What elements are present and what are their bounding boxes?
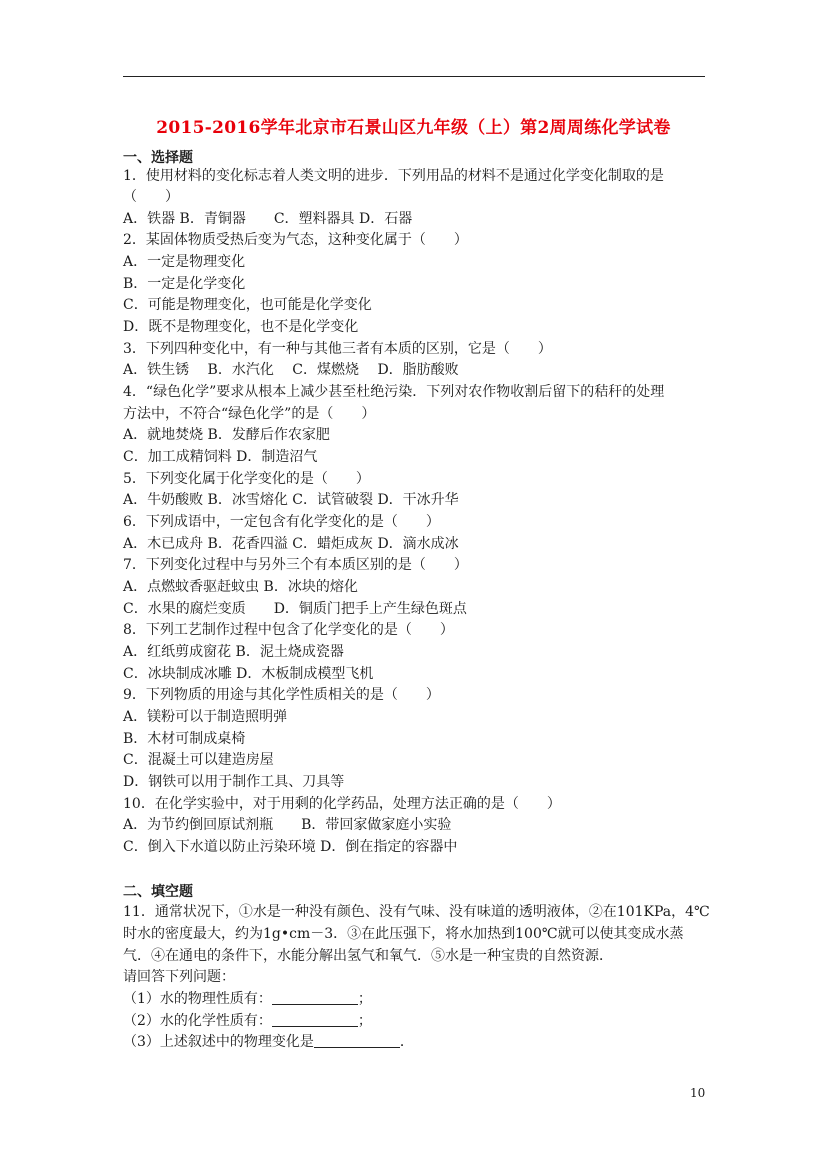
question-5-options: A．牛奶酸败 B．冰雪熔化 C．试管破裂 D．干冰升华 [123, 492, 459, 508]
question-1: 1．使用材料的变化标志着人类文明的进步．下列用品的材料不是通过化学变化制取的是 [123, 168, 664, 184]
question-11-part-1 [123, 989, 372, 1009]
question-4-options-cd: C．加工成精饲料 D．制造沼气 [123, 449, 318, 465]
answer-blank-2[interactable] [272, 1012, 358, 1027]
question-9-option-a: A．镁粉可以于制造照明弹 [123, 709, 288, 725]
question-9-option-c: C．混凝土可以建造房屋 [123, 752, 274, 768]
question-10-options-cd: C．倒入下水道以防止污染环境 D．倒在指定的容器中 [123, 839, 458, 855]
question-7: 7．下列变化过程中与另外三个有本质区别的是（ ） [123, 557, 468, 573]
question-2: 2．某固体物质受热后变为气态，这种变化属于（ ） [123, 232, 468, 248]
question-3: 3．下列四种变化中，有一种与其他三者有本质的区别，它是（ ） [123, 341, 552, 357]
question-8-options-cd: C．冰块制成冰雕 D．木板制成模型飞机 [123, 666, 374, 682]
question-9-option-d: D．钢铁可以用于制作工具、刀具等 [123, 774, 345, 790]
section-heading-choice: 一、选择题 [123, 150, 193, 166]
question-9: 9．下列物质的用途与其化学性质相关的是（ ） [123, 687, 440, 703]
section-heading-fill: 二、填空题 [123, 884, 193, 900]
page-title: 2015-2016学年北京市石景山区九年级（上）第2周周练化学试卷 [156, 118, 671, 138]
question-7-options-ab: A．点燃蚊香驱赶蚊虫 B．冰块的熔化 [123, 579, 358, 595]
question-1-cont: （ ） [123, 189, 179, 205]
question-11-part-2 [123, 1011, 372, 1031]
question-2-option-d: D．既不是物理变化，也不是化学变化 [123, 319, 359, 335]
question-4-options-ab: A．就地焚烧 B．发酵后作农家肥 [123, 427, 330, 443]
question-8-options-ab: A．红纸剪成窗花 B．泥土烧成瓷器 [123, 644, 344, 660]
question-8: 8．下列工艺制作过程中包含了化学变化的是（ ） [123, 622, 454, 638]
question-9-option-b: B．木材可制成桌椅 [123, 731, 246, 747]
question-6: 6．下列成语中，一定包含有化学变化的是（ ） [123, 514, 440, 530]
question-5: 5．下列变化属于化学变化的是（ ） [123, 471, 370, 487]
question-6-options: A．木已成舟 B．花香四溢 C．蜡炬成灰 D．滴水成冰 [123, 536, 459, 552]
question-11-part-3 [123, 1032, 414, 1052]
part-3-label: （3）上述叙述中的物理变化是 [123, 1034, 314, 1050]
question-10-options-ab: A．为节约倒回原试剂瓶 B．带回家做家庭小实验 [123, 817, 452, 833]
part-2-label: （2）水的化学性质有： [123, 1013, 272, 1029]
question-7-options-cd: C．水果的腐烂变质 D．铜质门把手上产生绿色斑点 [123, 601, 467, 617]
part-3-end: ． [399, 1034, 414, 1050]
question-1-options: A．铁器 B．青铜器 C．塑料器具 D．石器 [123, 211, 413, 227]
question-11: 11．通常状况下，①水是一种没有颜色、没有气味、没有味道的透明液体，②在101KPa，4℃ [123, 904, 710, 920]
question-2-option-b: B．一定是化学变化 [123, 276, 246, 292]
part-1-label: （1）水的物理性质有： [123, 991, 272, 1007]
question-11-cont-1: 时水的密度最大，约为1g•cm－3．③在此压强下，将水加热到100℃就可以使其变成水蒸 [123, 926, 684, 942]
answer-blank-1[interactable] [272, 990, 358, 1005]
question-11-prompt: 请回答下列问题： [123, 969, 235, 985]
question-3-options: A．铁生锈 B．水汽化 C．煤燃烧 D．脂肪酸败 [123, 362, 459, 378]
page-number: 10 [690, 1086, 706, 1100]
question-10: 10．在化学实验中，对于用剩的化学药品，处理方法正确的是（ ） [123, 796, 561, 812]
question-4-cont: 方法中，不符合“绿色化学”的是（ ） [123, 406, 376, 422]
question-4: 4．“绿色化学”要求从根本上减少甚至杜绝污染．下列对农作物收割后留下的秸秆的处理 [123, 384, 665, 400]
header-rule [123, 76, 705, 77]
part-1-end: ； [357, 991, 372, 1007]
question-2-option-a: A．一定是物理变化 [123, 254, 246, 270]
question-11-cont-2: 气．④在通电的条件下，水能分解出氢气和氧气．⑤水是一种宝贵的自然资源． [123, 948, 613, 964]
answer-blank-3[interactable] [314, 1033, 400, 1048]
question-2-option-c: C．可能是物理变化，也可能是化学变化 [123, 297, 372, 313]
part-2-end: ； [357, 1013, 372, 1029]
